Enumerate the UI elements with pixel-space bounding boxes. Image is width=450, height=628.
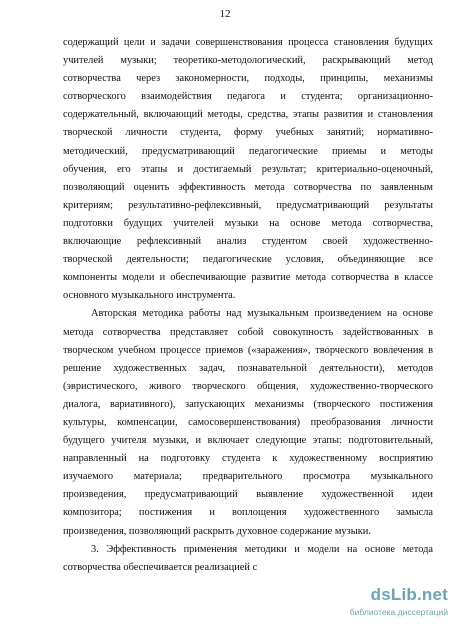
text-line: критериям; результативно-рефлексивный, предусматривающий результаты (63, 199, 433, 211)
watermark-subtitle: библиотека диссертаций (349, 607, 448, 617)
text-line: сотворчества через закономерности, подходы, принципы, механизмы (63, 73, 433, 85)
text-line: решение художественных задач, познавательной деятельности), методов (63, 362, 433, 374)
text-line: сотворческого взаимодействия педагога и студента; организационно- (63, 91, 433, 103)
text-line: содержательный, включающий методы, средства, этапы развития и становления (63, 109, 433, 121)
page-number: 12 (219, 8, 231, 20)
text-line: компоненты модели и обеспечивающие развитие метода сотворчества в классе (63, 272, 433, 284)
text-line: включающие рефлексивный анализ студентом своей художественно- (63, 236, 433, 248)
paragraph-start-line: 3. Эффективность применения методики и модели на основе метода (91, 543, 433, 555)
text-line: изучаемого материала; предварительного просмотра музыкального (63, 471, 433, 483)
text-line: методический, предусматривающий педагогические приемы и методы (63, 145, 433, 157)
watermark-logo: dsLib.net (370, 585, 448, 604)
text-line: диалога, вариативного), запускающих механизмы (творческого постижения (63, 398, 433, 410)
text-line: творческом учебном процессе приемов («заражения», творческого вовлечения в (63, 344, 433, 356)
text-line: обучения, его этапы и достигаемый результат; критериально-оценочный, (63, 163, 433, 175)
text-line: подготовки будущих учителей музыки на основе метода сотворчества, (63, 217, 433, 229)
text-line: творческой личности студента, форму учебных занятий; нормативно- (63, 127, 433, 139)
document-body (63, 34, 433, 577)
text-line: будущего учителя музыки, и включает следующие этапы: подготовительный, (63, 435, 433, 447)
text-line: направленный на подготовку студента к художественному восприятию (63, 453, 433, 465)
text-line: произведения, позволяющий раскрыть духовное содержание музыки. (63, 525, 371, 537)
text-line: творческой деятельности; педагогические условия, объединяющие все (63, 254, 433, 266)
text-line: позволяющий оценить эффективность метода сотворчества по заявленным (63, 181, 433, 193)
paragraph-start-line: Авторская методика работы над музыкальным произведением на основе (91, 308, 433, 320)
text-line: культуры, компенсации, самосовершенствования) преобразования личности (63, 416, 433, 428)
text-line: (эвристического, живого творческого общения, художественно-творческого (63, 380, 433, 392)
text-line: содержащий цели и задачи совершенствования процесса становления будущих (63, 37, 433, 48)
watermark (349, 585, 448, 623)
text-line: сотворчества обеспечивается реализацией с (63, 561, 258, 573)
text-line: учителей музыки; теоретико-методологический, раскрывающий метод (63, 55, 433, 67)
text-line: произведения, предусматривающий выявление художественной идеи (63, 489, 433, 501)
text-line: метода сотворчества представляет собой совокупность задействованных в (63, 326, 433, 338)
text-line: композитора; постижения и воплощения художественного замысла (63, 507, 433, 519)
text-line: основного музыкального инструмента. (63, 290, 236, 302)
